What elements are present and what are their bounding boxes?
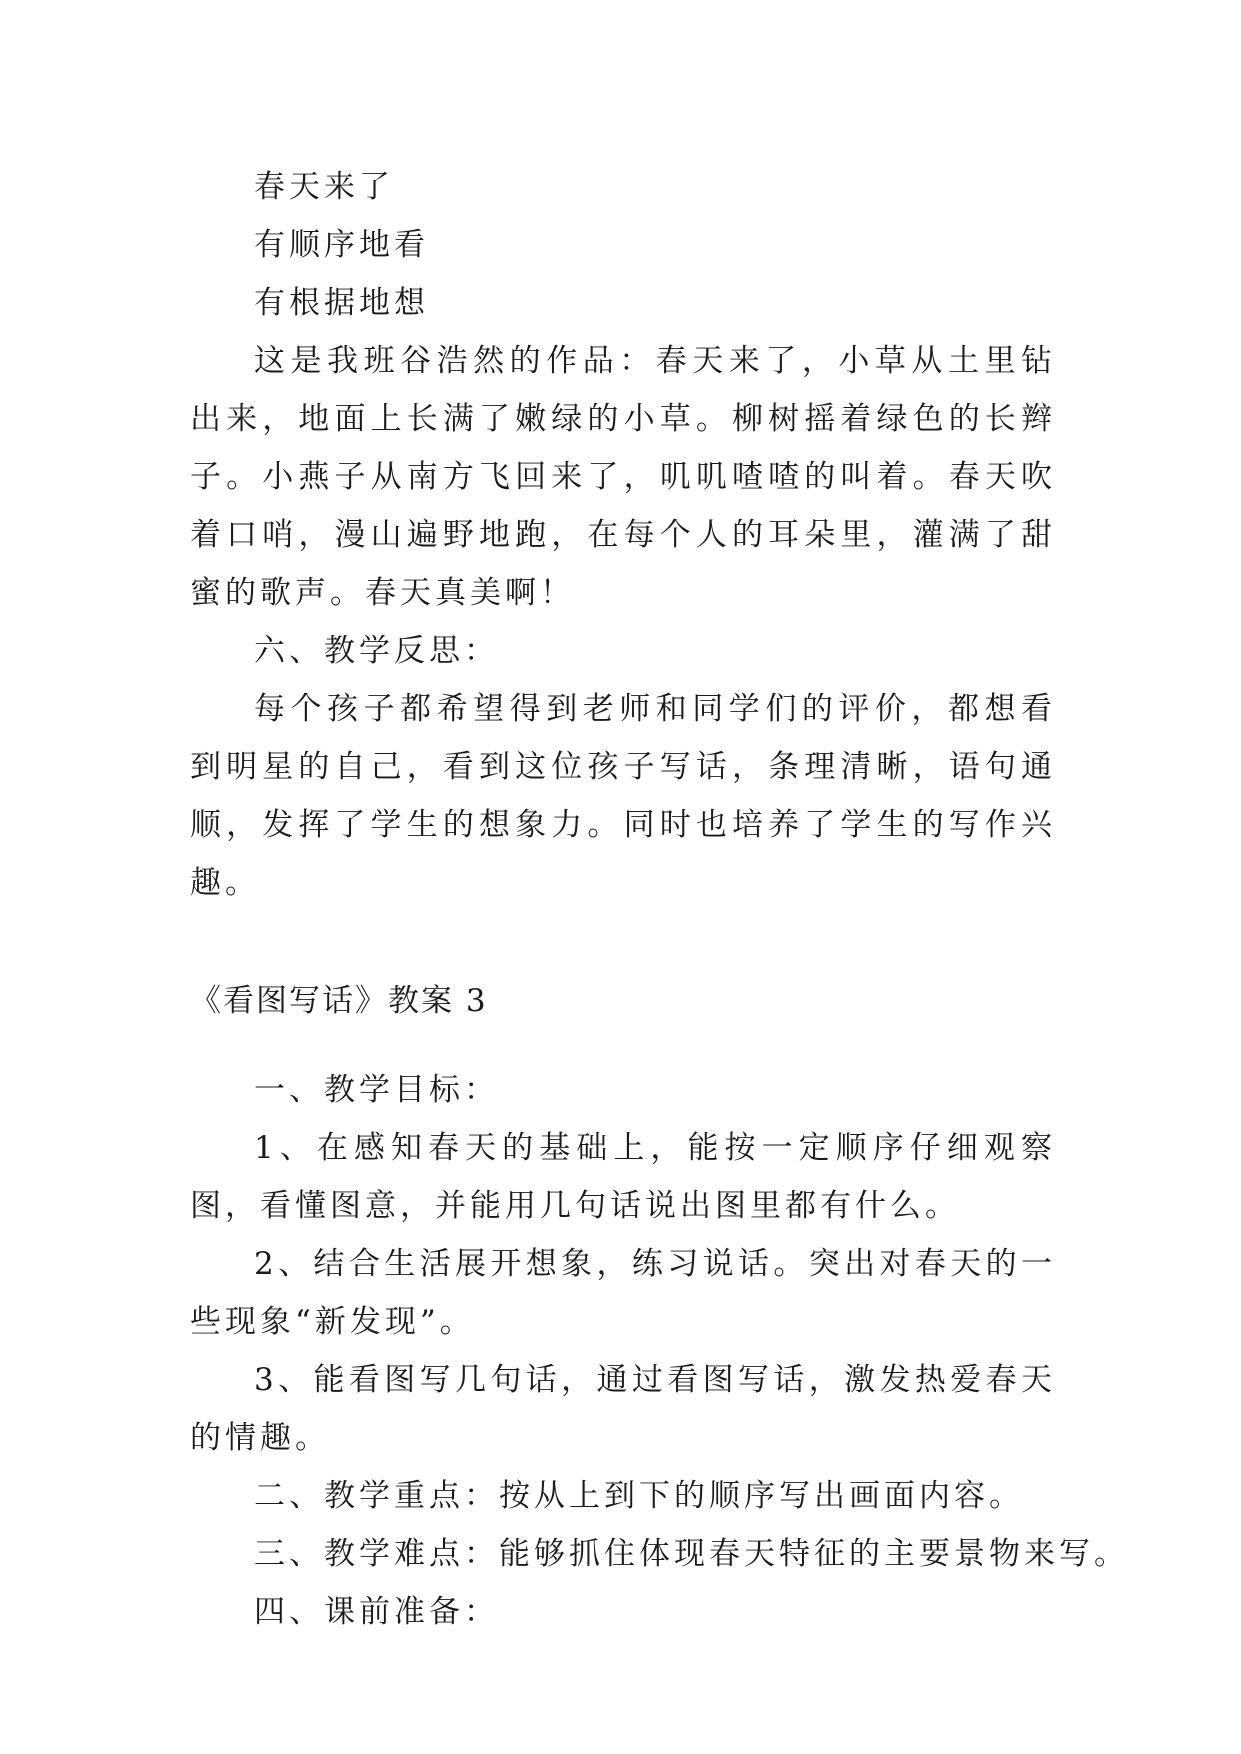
document-body xyxy=(190,158,1129,1641)
key-point: 二、教学重点：按从上到下的顺序写出画面内容。 xyxy=(254,1478,1024,1514)
reflection-paragraph: 每个孩子都希望得到老师和同学们的评价，都想看到明星的自己，看到这位孩子写话，条理清晰，语句通顺，发挥了学生的想象力。同时也培养了学生的写作兴趣。 xyxy=(190,691,1056,901)
lesson-title: 《看图写话》教案 3 xyxy=(190,983,488,1019)
preparation: 四、课前准备： xyxy=(254,1594,499,1630)
reflection-heading: 六、教学反思： xyxy=(254,633,499,669)
example-paragraph: 这是我班谷浩然的作品：春天来了，小草从土里钻出来，地面上长满了嫩绿的小草。柳树摇着绿色的长辫子。小燕子从南方飞回来了，叽叽喳喳的叫着。春天吹着口哨，漫山遍野地跑，在每个人的耳朵里，灌满了甜蜜的歌声。春天真美啊！ xyxy=(190,343,1056,611)
goal-2: 2、结合生活展开想象，练习说话。突出对春天的一些现象“新发现”。 xyxy=(190,1246,1056,1340)
poem-line-3: 有根据地想 xyxy=(254,285,429,321)
difficulty: 三、教学难点：能够抓住体现春天特征的主要景物来写。 xyxy=(254,1536,1129,1572)
goals-heading: 一、教学目标： xyxy=(254,1072,499,1108)
goal-3: 3、能看图写几句话，通过看图写话，激发热爱春天的情趣。 xyxy=(190,1362,1056,1456)
poem-line-2: 有顺序地看 xyxy=(254,227,429,263)
goal-1: 1、在感知春天的基础上，能按一定顺序仔细观察图，看懂图意，并能用几句话说出图里都有什么。 xyxy=(190,1130,1056,1224)
poem-line-1: 春天来了 xyxy=(254,169,394,205)
